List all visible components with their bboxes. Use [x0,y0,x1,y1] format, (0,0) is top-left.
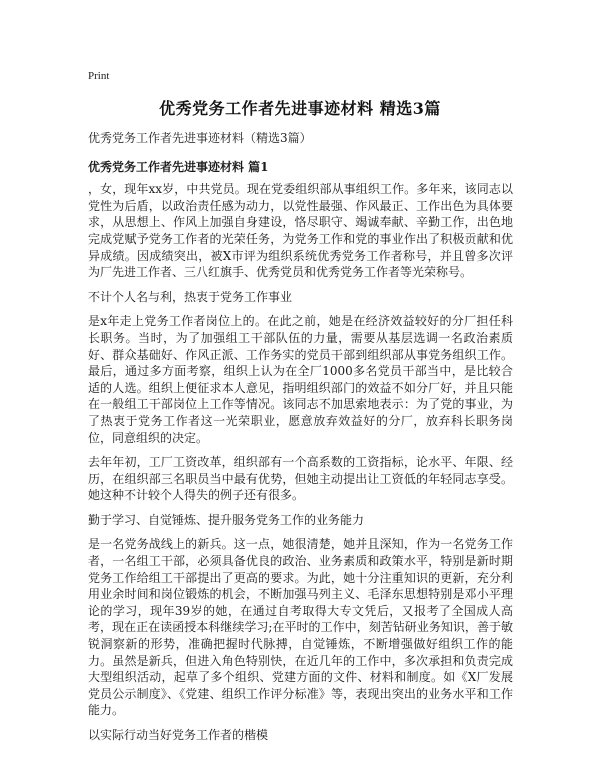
section-heading: 优秀党务工作者先进事迹材料 篇1 [88,159,269,174]
subsection-heading: 以实际行动当好党务工作者的楷模 [88,728,269,742]
paragraph: 是x年走上党务工作者岗位上的。在此之前，她是在经济效益较好的分厂担任科长职务。当时，为了加强组工干部队伍的力量，需要从基层选调一名政治素质好、群众基础好、作风正派、工作务实的党员干部到组织部从事党务组织工作。最后，通过多方面考察，组织上认为在全厂1000多名党员干部当中，是比较合适的人选。组织上便征求本人意见，指明组织部门的效益不如分厂好，并且只能在一般组工干部岗位上工作等情况。该同志不加思索地表示：为了党的事业，为了热衷于党务工作者这一光荣职业，愿意放弃效益好的分厂，放弃科长职务岗位，同意组织的决定。 [88,314,513,445]
print-label: Print [88,70,110,82]
document-subtitle: 优秀党务工作者先进事迹材料（精选3篇） [88,131,312,145]
subsection-heading: 不计个人名与利，热衷于党务工作事业 [88,289,293,304]
document-body [88,130,513,752]
document-title: 优秀党务工作者先进事迹材料 精选3篇 [159,99,441,118]
paragraph: ，女，现年xx岁，中共党员。现在党委组织部从事组织工作。多年来，该同志以党性为后盾，以政治责任感为动力，以党性最强、作风最正、工作出色为具体要求，从思想上、作风上加强自身建设，恪尽职守、竭诚奉献、辛勤工作，出色地完成党赋予党务工作者的光荣任务，为党务工作和党的事业作出了积极贡献和优异成绩。因成绩突出，被X市评为组织系统优秀党务工作者称号，并且曾多次评为厂先进工作者、三八红旗手、优秀党员和优秀党务工作者等光荣称号。 [88,182,513,280]
paragraph: 去年年初，工厂工资改革，组织部有一个高系数的工资指标，论水平、年限、经历，在组织部三名职员当中最有优势，但她主动提出让工资低的年轻同志享受。她这种不计较个人得失的例子还有很多。 [88,455,513,503]
subsection-heading: 勤于学习、自觉锤炼、提升服务党务工作的业务能力 [88,512,365,527]
paragraph: 是一名党务战线上的新兵。这一点，她很清楚，她并且深知，作为一名党务工作者，一名组工干部，必须具备优良的政治、业务素质和政策水平，特别是新时期党务工作给组工干部提出了更高的要求。为此，她十分注重知识的更新，充分利用业余时间和岗位锻炼的机会，不断加强马列主义、毛泽东思想特别是邓小平理论的学习，现年39岁的她，在通过自考取得大专文凭后，又报考了全国成人高考，现在正在读函授本科继续学习;在平时的工作中，刻苦钻研业务知识，善于敏锐洞察新的形势，准确把握时代脉搏，自觉锤炼，不断增强做好组织工作的能力。虽然是新兵，但进入角色特别快，在近几年的工作中，多次承担和负责完成大型组织活动，起草了多个组织、党建方面的文件、材料和制度。如《X厂发展党员公示制度》、《党建、组织工作评分标准》等，表现出突出的业务水平和工作能力。 [88,537,513,718]
